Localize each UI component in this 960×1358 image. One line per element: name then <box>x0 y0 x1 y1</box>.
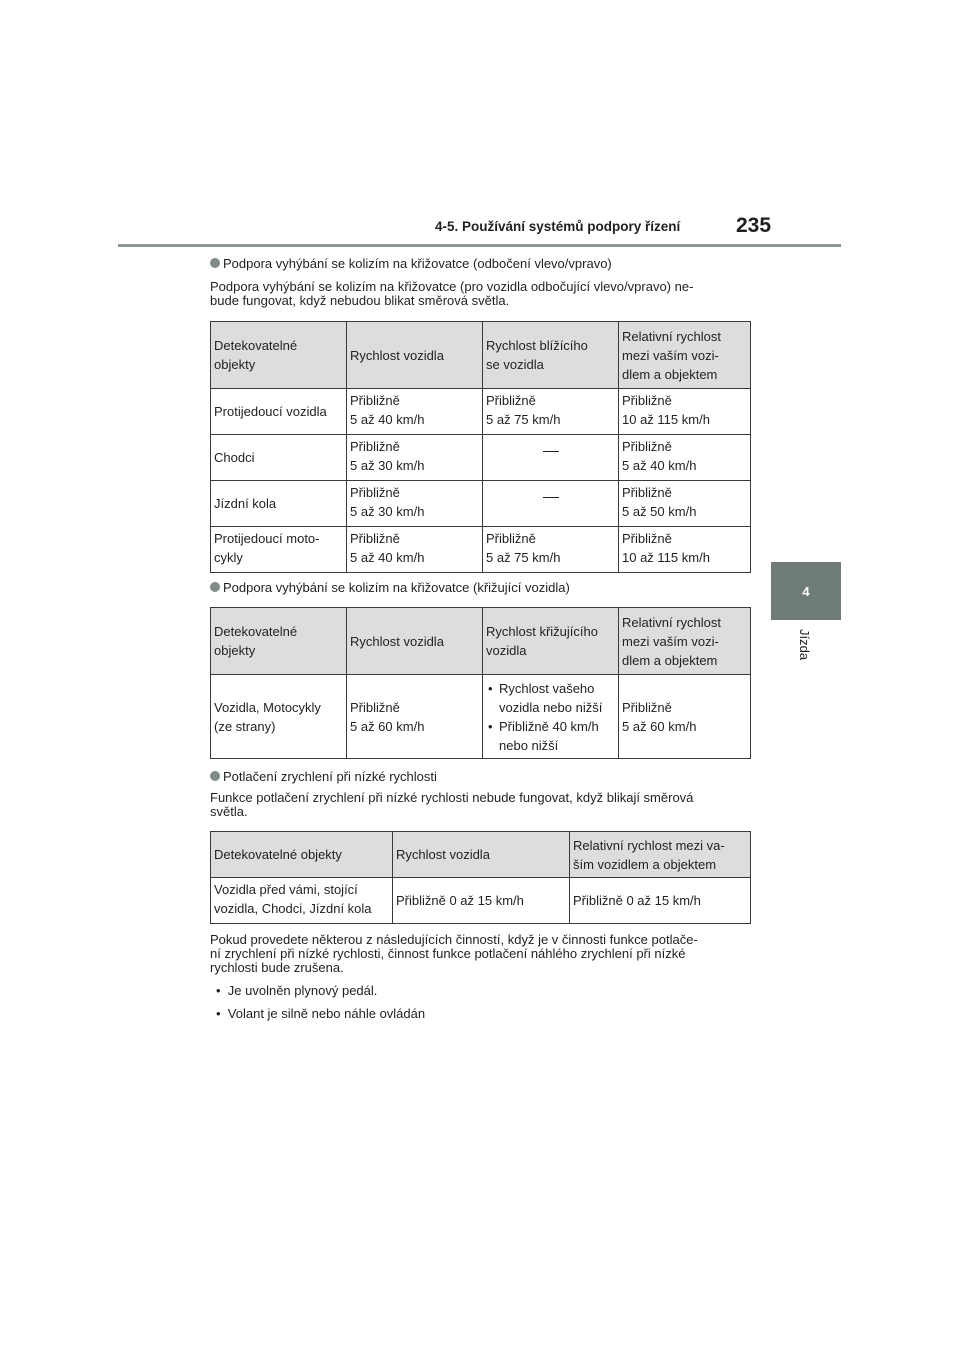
table-cell: Chodci <box>211 435 347 481</box>
table-row <box>211 481 751 527</box>
table-header-cell: Detekovatelné objekty <box>211 832 393 878</box>
table-header-cell: Rychlost vozidla <box>347 608 483 675</box>
chapter-tab-number: 4 <box>802 584 810 599</box>
speed-condition-list <box>486 679 615 755</box>
low-speed-acceleration-table <box>210 831 751 924</box>
table-header-cell: Relativní rychlost mezi va- ším vozidlem a objektem <box>570 832 751 878</box>
table-cell: Přibližně 5 až 30 km/h <box>347 481 483 527</box>
table-cell: Přibližně 5 až 75 km/h <box>483 389 619 435</box>
section-paragraph-line: Funkce potlačení zrychlení při nízké rychlosti nebude fungovat, když blikají směrová <box>210 790 694 805</box>
table-cell: Přibližně 5 až 50 km/h <box>619 481 751 527</box>
table-row <box>211 878 751 924</box>
list-item: • Přibližně 40 km/h nebo nižší <box>486 717 615 755</box>
table-row <box>211 527 751 573</box>
table-header-cell: Relativní rychlost mezi vaším vozi- dlem a objektem <box>619 608 751 675</box>
table-header-cell: Detekovatelné objekty <box>211 608 347 675</box>
table-cell <box>483 435 619 481</box>
table-cell: Přibližně 5 až 30 km/h <box>347 435 483 481</box>
not-applicable-dash <box>543 497 559 498</box>
section-paragraph-line: Podpora vyhýbání se kolizím na křižovatce (pro vozidla odbočující vlevo/vpravo) ne- <box>210 279 694 294</box>
chapter-tab <box>771 562 841 620</box>
section-heading-text: Podpora vyhýbání se kolizím na křižovatce (odbočení vlevo/vpravo) <box>223 256 612 271</box>
table-cell: Přibližně 0 až 15 km/h <box>570 878 751 924</box>
not-applicable-dash <box>543 451 559 452</box>
section-heading-text: Podpora vyhýbání se kolizím na křižovatce (křižující vozidla) <box>223 580 570 595</box>
table-header-cell: Rychlost vozidla <box>393 832 570 878</box>
table-cell: Přibližně 5 až 40 km/h <box>347 527 483 573</box>
table-cell: Jízdní kola <box>211 481 347 527</box>
table-header-cell: Detekovatelné objekty <box>211 322 347 389</box>
table-header-row <box>211 322 751 389</box>
closing-paragraph-line: rychlosti bude zrušena. <box>210 960 344 975</box>
table-cell: Přibližně 5 až 40 km/h <box>619 435 751 481</box>
page-number: 235 <box>736 214 772 237</box>
closing-paragraph-line: Pokud provedete některou z následujících činností, když je v činnosti funkce potlače- <box>210 932 698 947</box>
section-heading <box>210 768 750 785</box>
header-divider <box>118 244 841 247</box>
table-header-cell: Rychlost vozidla <box>347 322 483 389</box>
table-cell <box>483 675 619 759</box>
table-cell: Přibližně 10 až 115 km/h <box>619 389 751 435</box>
table-cell: Vozidla, Motocykly (ze strany) <box>211 675 347 759</box>
table-cell: Přibližně 10 až 115 km/h <box>619 527 751 573</box>
crossing-assist-table <box>210 607 751 759</box>
table-header-row <box>211 608 751 675</box>
section-header-title: 4-5. Používání systémů podpory řízení <box>435 219 681 234</box>
turn-assist-table <box>210 321 751 573</box>
bullet-dot-icon <box>210 258 220 268</box>
table-cell: Přibližně 5 až 40 km/h <box>347 389 483 435</box>
section-heading <box>210 579 750 596</box>
list-item: • Volant je silně nebo náhle ovládán <box>216 1006 426 1021</box>
bullet-dot-icon <box>210 582 220 592</box>
table-cell: Přibližně 5 až 75 km/h <box>483 527 619 573</box>
table-header-cell: Rychlost křižujícího vozidla <box>483 608 619 675</box>
table-row <box>211 435 751 481</box>
chapter-tab-label: Jízda <box>797 629 812 661</box>
table-cell: Přibližně 5 až 60 km/h <box>347 675 483 759</box>
table-header-cell: Rychlost blížícího se vozidla <box>483 322 619 389</box>
section-paragraph-line: světla. <box>210 804 248 819</box>
closing-paragraph-line: ní zrychlení při nízké rychlosti, činnost funkce potlačení náhlého zrychlení při nízké <box>210 946 686 961</box>
table-cell: Vozidla před vámi, stojící vozidla, Chodci, Jízdní kola <box>211 878 393 924</box>
table-row <box>211 675 751 759</box>
list-item: • Je uvolněn plynový pedál. <box>216 983 378 998</box>
table-row <box>211 389 751 435</box>
section-heading-text: Potlačení zrychlení při nízké rychlosti <box>223 769 437 784</box>
page-content <box>210 255 750 1022</box>
section-paragraph-line: bude fungovat, když nebudou blikat směrová světla. <box>210 293 510 308</box>
list-item: • Rychlost vašeho vozidla nebo nižší <box>486 679 615 717</box>
bullet-dot-icon <box>210 771 220 781</box>
table-cell: Protijedoucí moto- cykly <box>211 527 347 573</box>
table-header-row <box>211 832 751 878</box>
table-cell: Přibližně 5 až 60 km/h <box>619 675 751 759</box>
table-cell: Přibližně 0 až 15 km/h <box>393 878 570 924</box>
table-cell: Protijedoucí vozidla <box>211 389 347 435</box>
table-header-cell: Relativní rychlost mezi vaším vozi- dlem a objektem <box>619 322 751 389</box>
section-heading <box>210 255 750 272</box>
table-cell <box>483 481 619 527</box>
